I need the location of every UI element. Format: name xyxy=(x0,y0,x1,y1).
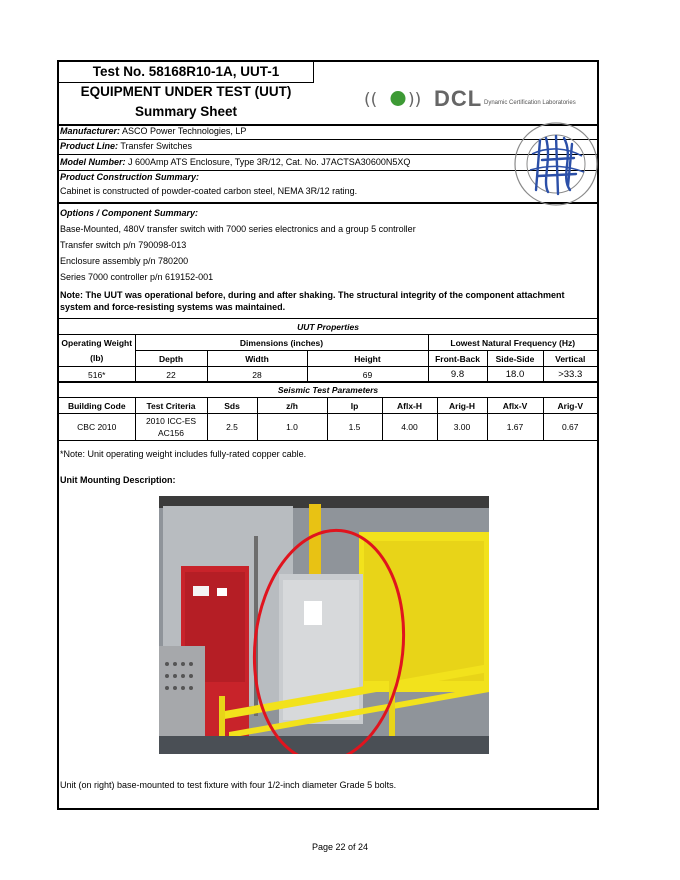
svg-text:)): )) xyxy=(408,90,422,110)
unit-mounting-photo xyxy=(159,496,489,754)
criteria-line-1: 2010 ICC-ES xyxy=(145,416,197,426)
value-aflx-h: 4.00 xyxy=(382,414,437,441)
seismic-title: Seismic Test Parameters xyxy=(59,382,597,398)
frequency-header: Lowest Natural Frequency (Hz) xyxy=(428,335,597,351)
col-aflx-v: Aflx-V xyxy=(487,398,543,414)
operating-weight-header: Operating Weight xyxy=(59,335,135,351)
options-line: Transfer switch p/n 790098-013 xyxy=(60,240,187,250)
dimensions-header: Dimensions (inches) xyxy=(135,335,428,351)
logo-text: DCL xyxy=(434,86,483,111)
seismic-parameters-table xyxy=(59,381,597,441)
test-number: Test No. 58168R10-1A, UUT-1 xyxy=(92,64,280,79)
col-aflx-h: Aflx-H xyxy=(382,398,437,414)
value-aflx-v: 1.67 xyxy=(487,414,543,441)
value-width: 28 xyxy=(207,367,307,383)
construction-label: Product Construction Summary: xyxy=(60,172,200,182)
col-depth: Depth xyxy=(135,351,207,367)
uut-properties-title: UUT Properties xyxy=(59,319,597,335)
options-line: Enclosure assembly p/n 780200 xyxy=(60,256,189,266)
value-side-side: 18.0 xyxy=(487,367,543,383)
value-zh: 1.0 xyxy=(257,414,327,441)
options-label: Options / Component Summary: xyxy=(60,208,199,218)
col-front-back: Front-Back xyxy=(428,351,487,367)
page-subtitle: Summary Sheet xyxy=(134,104,238,119)
page-number: Page 22 of 24 xyxy=(311,842,369,852)
model-row xyxy=(60,157,410,168)
value-depth: 22 xyxy=(135,367,207,383)
logo-subtext: Dynamic Certification Laboratories xyxy=(484,100,576,106)
product-line-label: Product Line: xyxy=(60,141,118,151)
dcl-logo xyxy=(364,86,594,114)
summary-sheet xyxy=(57,60,599,810)
product-line-row xyxy=(60,141,192,152)
col-ip: Ip xyxy=(327,398,382,414)
page-title: EQUIPMENT UNDER TEST (UUT) xyxy=(80,84,292,99)
manufacturer-label: Manufacturer: xyxy=(60,126,121,136)
operating-weight-unit: (lb) xyxy=(59,351,135,367)
col-test-criteria: Test Criteria xyxy=(135,398,207,414)
col-width: Width xyxy=(207,351,307,367)
manufacturer-row xyxy=(60,126,246,137)
value-ip: 1.5 xyxy=(327,414,382,441)
value-front-back: 9.8 xyxy=(428,367,487,383)
col-building-code: Building Code xyxy=(59,398,135,414)
col-zh: z/h xyxy=(257,398,327,414)
value-weight: 516* xyxy=(59,367,135,383)
value-height: 69 xyxy=(307,367,428,383)
model-value: J 600Amp ATS Enclosure, Type 3R/12, Cat. No. J7ACTSA30600N5XQ xyxy=(128,157,411,167)
col-height: Height xyxy=(307,351,428,367)
photo-caption: Unit (on right) base-mounted to test fixture with four 1/2-inch diameter Grade 5 bolts. xyxy=(60,780,397,790)
dcl-logo-mark-icon xyxy=(364,86,432,112)
col-arig-h: Arig-H xyxy=(437,398,487,414)
uut-properties-table xyxy=(59,318,597,383)
value-sds: 2.5 xyxy=(207,414,257,441)
value-building-code: CBC 2010 xyxy=(59,414,135,441)
weight-footnote: *Note: Unit operating weight includes fully-rated copper cable. xyxy=(60,449,307,459)
note-line-2: system and force-resisting systems was maintained. xyxy=(60,302,286,312)
mounting-label: Unit Mounting Description: xyxy=(60,475,176,485)
col-side-side: Side-Side xyxy=(487,351,543,367)
product-line-value: Transfer Switches xyxy=(120,141,193,151)
options-line: Series 7000 controller p/n 619152-001 xyxy=(60,272,214,282)
model-label: Model Number: xyxy=(60,157,126,167)
value-vertical: >33.3 xyxy=(543,367,597,383)
svg-text:((: (( xyxy=(364,90,378,110)
value-test-criteria xyxy=(135,414,207,441)
manufacturer-value: ASCO Power Technologies, LP xyxy=(122,126,247,136)
construction-value: Cabinet is constructed of powder-coated carbon steel, NEMA 3R/12 rating. xyxy=(60,186,358,196)
value-arig-h: 3.00 xyxy=(437,414,487,441)
col-vertical: Vertical xyxy=(543,351,597,367)
note-line-1: Note: The UUT was operational before, during and after shaking. The structural integrity of the component attachment xyxy=(60,290,565,300)
criteria-line-2: AC156 xyxy=(158,428,184,438)
engineer-seal-stamp-icon xyxy=(512,120,600,208)
options-line: Base-Mounted, 480V transfer switch with 7000 series electronics and a group 5 controller xyxy=(60,224,416,234)
value-arig-v: 0.67 xyxy=(543,414,597,441)
col-arig-v: Arig-V xyxy=(543,398,597,414)
col-sds: Sds xyxy=(207,398,257,414)
